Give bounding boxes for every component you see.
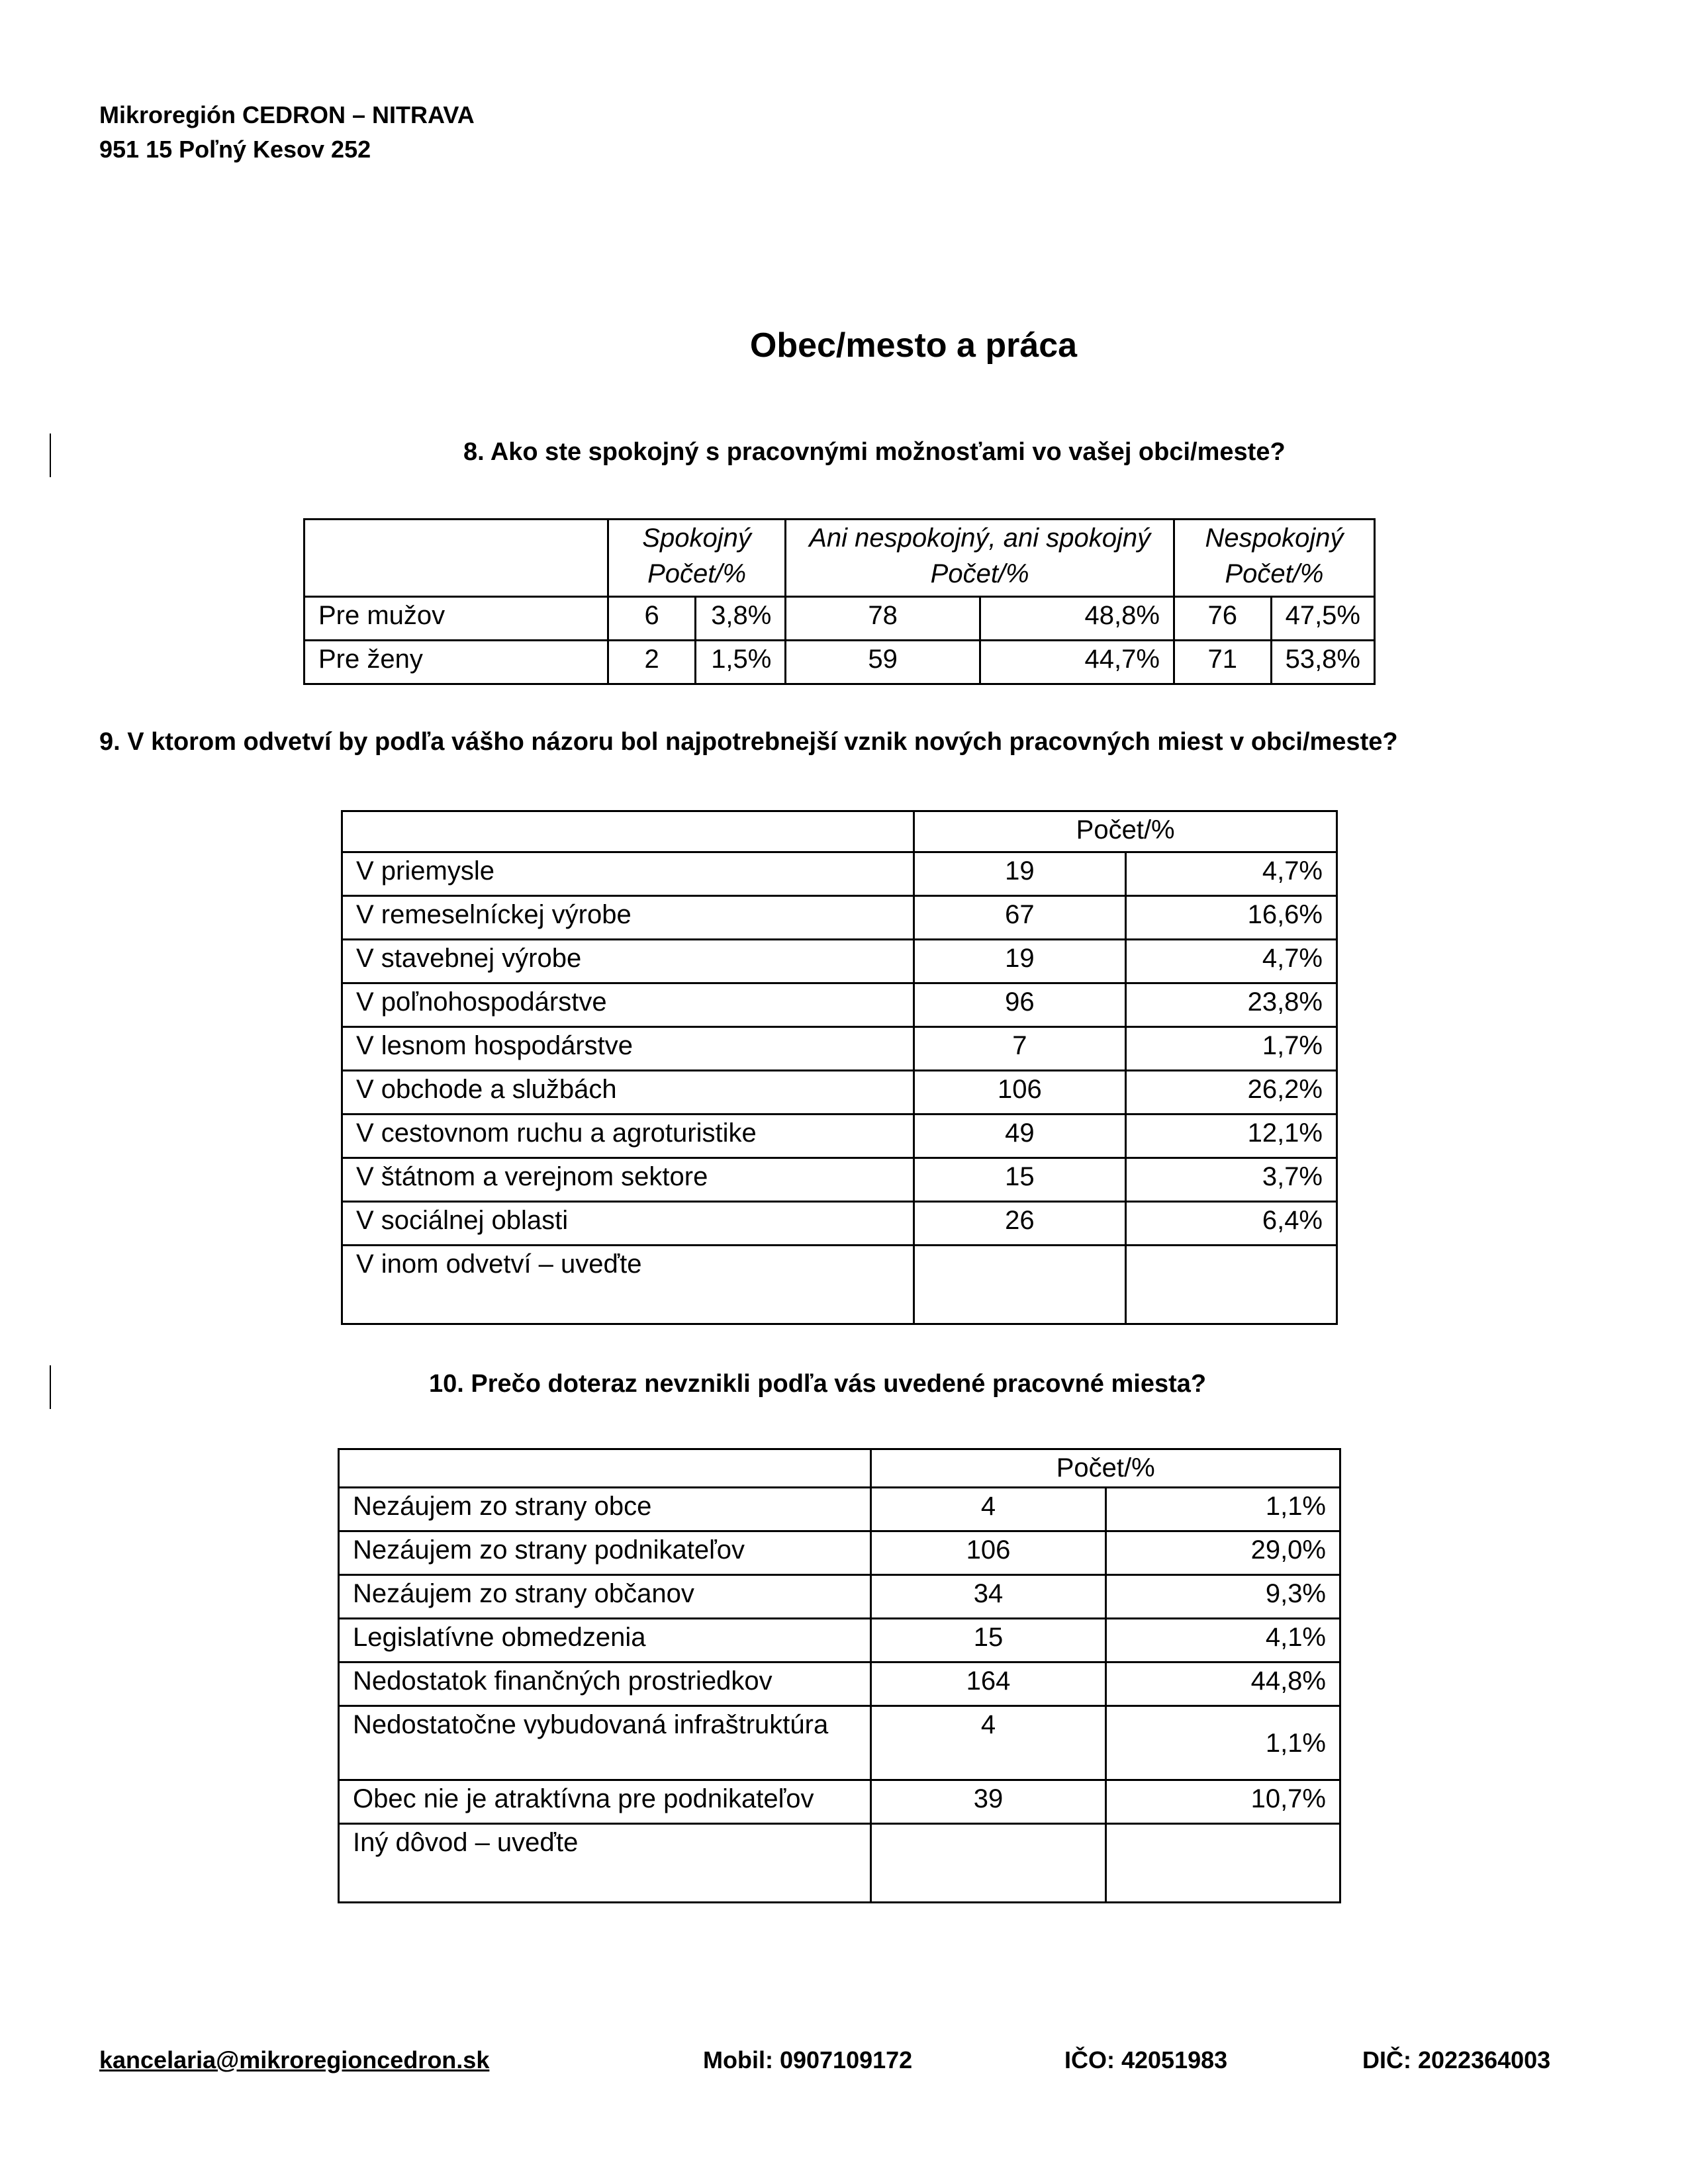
count-cell: 2 [608,641,696,684]
count-cell [914,1246,1125,1324]
q10-header-row [339,1449,1340,1488]
percent-cell: 47,5% [1271,597,1374,641]
q10-col-header: Počet/% [871,1449,1340,1488]
percent-cell: 53,8% [1271,641,1374,684]
table-row [342,1071,1337,1115]
percent-cell: 10,7% [1105,1780,1340,1824]
row-label: V štátnom a verejnom sektore [342,1158,914,1202]
row-label: Legislatívne obmedzenia [339,1619,871,1662]
count-cell: 106 [914,1071,1125,1115]
table-row [339,1706,1340,1780]
percent-cell: 1,1% [1105,1706,1340,1780]
row-label: Obec nie je atraktívna pre podnikateľov [339,1780,871,1824]
q9-col-header: Počet/% [914,811,1337,852]
footer-email-link[interactable]: kancelaria@mikroregioncedron.sk [99,2046,490,2073]
q10-header-blank [339,1449,871,1488]
row-label: Pre ženy [305,641,608,684]
q10-table [338,1448,1341,1903]
table-row [339,1662,1340,1706]
percent-cell: 1,7% [1125,1027,1336,1071]
percent-cell: 12,1% [1125,1115,1336,1158]
percent-cell: 6,4% [1125,1202,1336,1246]
row-label: Nezáujem zo strany obce [339,1488,871,1531]
percent-cell: 44,7% [980,641,1174,684]
q8-header-blank [305,520,608,597]
row-label: Nedostatočne vybudovaná infraštruktúra [339,1706,871,1780]
row-label: V obchode a službách [342,1071,914,1115]
percent-cell [1125,1246,1336,1324]
count-cell: 76 [1174,597,1271,641]
table-row [305,597,1375,641]
count-cell: 26 [914,1202,1125,1246]
table-row [342,896,1337,940]
percent-cell: 1,1% [1105,1488,1340,1531]
count-cell [871,1824,1105,1903]
table-row [305,641,1375,684]
question-9: 9. V ktorom odvetví by podľa vášho názoru bol najpotrebnejší vznik nových pracovných miest v obci/meste? [99,728,1398,756]
letterhead [99,98,475,167]
count-cell: 6 [608,597,696,641]
percent-cell: 23,8% [1125,983,1336,1027]
question-10: 10. Prečo doteraz nevznikli podľa vás uvedené pracovné miesta? [429,1370,1207,1398]
count-cell: 106 [871,1531,1105,1575]
count-cell: 49 [914,1115,1125,1158]
table-row [342,1115,1337,1158]
count-cell: 67 [914,896,1125,940]
footer-ico: IČO: 42051983 [1064,2046,1228,2073]
count-cell: 19 [914,940,1125,983]
table-row [339,1575,1340,1619]
count-cell: 19 [914,852,1125,896]
percent-cell: 3,7% [1125,1158,1336,1202]
count-cell: 71 [1174,641,1271,684]
table-row [342,1202,1337,1246]
row-label: V sociálnej oblasti [342,1202,914,1246]
q9-header-blank [342,811,914,852]
percent-cell: 29,0% [1105,1531,1340,1575]
question-8: 8. Ako ste spokojný s pracovnými možnosťami vo vašej obci/meste? [463,438,1286,466]
count-cell: 78 [786,597,980,641]
table-row [339,1619,1340,1662]
percent-cell: 4,7% [1125,940,1336,983]
percent-cell: 16,6% [1125,896,1336,940]
q8-col-header: Ani nespokojný, ani spokojný Počet/% [786,520,1174,597]
count-cell: 15 [871,1619,1105,1662]
row-label: V remeselníckej výrobe [342,896,914,940]
percent-cell [1105,1824,1340,1903]
count-cell: 39 [871,1780,1105,1824]
count-cell: 96 [914,983,1125,1027]
row-label: Nedostatok finančných prostriedkov [339,1662,871,1706]
q9-header-row [342,811,1337,852]
percent-cell: 4,7% [1125,852,1336,896]
table-row [342,940,1337,983]
count-cell: 15 [914,1158,1125,1202]
table-row [339,1824,1340,1903]
percent-cell: 4,1% [1105,1619,1340,1662]
row-label: V stavebnej výrobe [342,940,914,983]
footer-dic: DIČ: 2022364003 [1362,2046,1551,2073]
row-label: V priemysle [342,852,914,896]
count-cell: 59 [786,641,980,684]
percent-cell: 44,8% [1105,1662,1340,1706]
percent-cell: 9,3% [1105,1575,1340,1619]
percent-cell: 1,5% [696,641,786,684]
row-label: V inom odvetví – uveďte [342,1246,914,1324]
row-label: Nezáujem zo strany podnikateľov [339,1531,871,1575]
table-row [342,1246,1337,1324]
percent-cell: 26,2% [1125,1071,1336,1115]
count-cell: 7 [914,1027,1125,1071]
q8-header-row [305,520,1375,597]
percent-cell: 48,8% [980,597,1174,641]
q9-table [341,810,1338,1325]
table-row [342,983,1337,1027]
row-label: V lesnom hospodárstve [342,1027,914,1071]
letterhead-address: 951 15 Poľný Kesov 252 [99,136,371,163]
table-row [339,1488,1340,1531]
count-cell: 164 [871,1662,1105,1706]
percent-cell: 3,8% [696,597,786,641]
footer-mobile: Mobil: 0907109172 [703,2046,913,2073]
table-row [342,852,1337,896]
letterhead-org: Mikroregión CEDRON – NITRAVA [99,101,475,128]
page-title: Obec/mesto a práca [749,326,1078,365]
table-row [339,1780,1340,1824]
text-cursor [50,433,51,477]
table-row [342,1158,1337,1202]
text-cursor [50,1365,51,1409]
count-cell: 4 [871,1706,1105,1780]
count-cell: 4 [871,1488,1105,1531]
row-label: Nezáujem zo strany občanov [339,1575,871,1619]
table-row [342,1027,1337,1071]
row-label: Iný dôvod – uveďte [339,1824,871,1903]
row-label: V cestovnom ruchu a agroturistike [342,1115,914,1158]
q8-table [303,518,1376,685]
table-row [339,1531,1340,1575]
row-label: V poľnohospodárstve [342,983,914,1027]
row-label: Pre mužov [305,597,608,641]
q8-col-header: Nespokojný Počet/% [1174,520,1374,597]
q8-col-header: Spokojný Počet/% [608,520,786,597]
count-cell: 34 [871,1575,1105,1619]
